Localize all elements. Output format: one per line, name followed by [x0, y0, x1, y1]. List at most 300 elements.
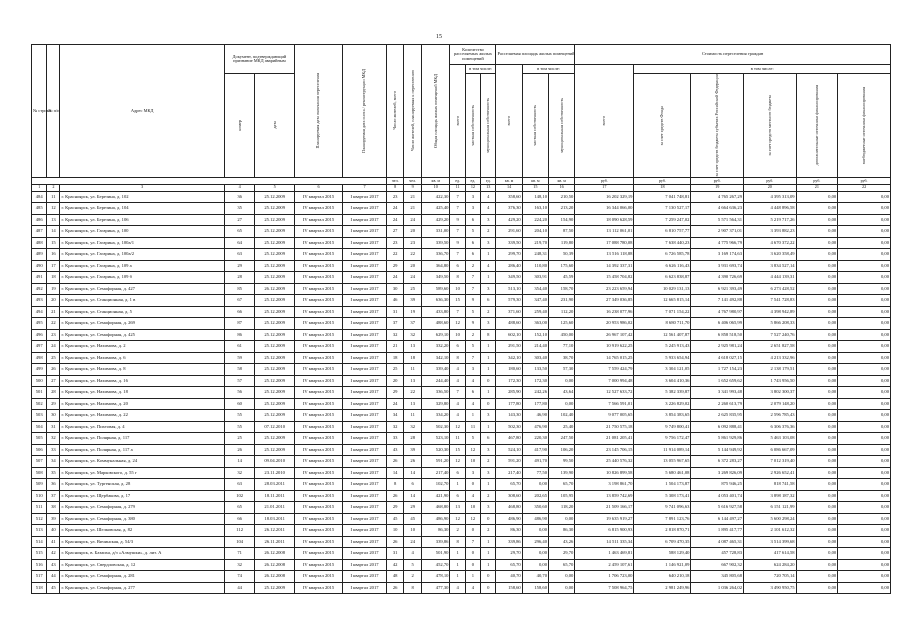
table-cell: 27 [386, 226, 404, 238]
table-cell: 24 [47, 341, 60, 353]
table-cell: 25.12.2009 [255, 375, 294, 387]
table-cell: 34 [47, 456, 60, 468]
table-cell: 0,00 [838, 375, 891, 387]
table-cell: I квартал 2017 [343, 214, 387, 226]
table-cell: 8 680 711,70 [634, 318, 691, 330]
table-row [32, 513, 891, 525]
table-cell: 35 [224, 203, 255, 215]
table-cell: 4 [450, 410, 465, 422]
table-cell: 45 [404, 513, 422, 525]
table-cell: 25.12.2009 [255, 410, 294, 422]
table-cell: 13 [47, 214, 60, 226]
table-cell: IV квартал 2015 [294, 513, 342, 525]
table-cell: 3 [465, 203, 480, 215]
table-cell: 23 145 706,15 [575, 444, 634, 456]
table-cell: 25.12.2009 [255, 582, 294, 594]
table-cell: 5 308 173,41 [634, 490, 691, 502]
table-cell: 2 459 107,61 [575, 559, 634, 571]
table-cell: 12 561 407,87 [634, 329, 691, 341]
table-cell: 48 [386, 571, 404, 583]
table-cell: 3 226 829,02 [634, 398, 691, 410]
table-cell: 0,00 [838, 364, 891, 376]
table-row [32, 364, 891, 376]
table-cell: 13 516 118,88 [575, 249, 634, 261]
table-cell: 5 [465, 341, 480, 353]
table-cell: 8 [450, 536, 465, 548]
column-number-cell: 19 [691, 184, 744, 191]
table-cell: IV квартал 2015 [294, 398, 342, 410]
table-cell: 493 [32, 295, 47, 307]
table-cell: 64 [224, 237, 255, 249]
table-row [32, 456, 891, 468]
table-cell: 0,00 [838, 283, 891, 295]
table-cell: 308,60 [496, 490, 522, 502]
table-cell: 21.01.2011 [255, 502, 294, 514]
table-cell: 65 [224, 502, 255, 514]
table-cell: 23.11.2010 [255, 467, 294, 479]
table-cell: 492 [32, 283, 47, 295]
table-cell: 13 112 061,01 [575, 226, 634, 238]
table-cell: 0,00 [838, 329, 891, 341]
table-cell: 507 [32, 456, 47, 468]
table-cell: 24 [386, 398, 404, 410]
table-cell: 74 [224, 571, 255, 583]
table-cell: 31 [386, 548, 404, 560]
table-cell: 332,20 [421, 341, 449, 353]
table-cell: I квартал 2017 [343, 398, 387, 410]
header-cost-fund: за счет средств Фонда [634, 74, 691, 178]
table-cell: 07.12.2010 [255, 421, 294, 433]
table-cell: 7 541 728,83 [744, 295, 797, 307]
table-cell: 4 670 372,22 [744, 237, 797, 249]
table-row [32, 306, 891, 318]
table-cell: 0,00 [796, 502, 838, 514]
column-number-cell: 5 [255, 184, 294, 191]
column-number-cell: 14 [496, 184, 522, 191]
table-cell: 1 652 659,62 [691, 375, 744, 387]
table-cell: 10 [386, 525, 404, 537]
table-cell: 291,60 [496, 226, 522, 238]
table-body [32, 191, 891, 594]
table-cell: 0,00 [838, 387, 891, 399]
table-cell: 0,00 [838, 237, 891, 249]
table-cell: 452,70 [421, 559, 449, 571]
table-cell: 1 [481, 387, 496, 399]
table-row [32, 433, 891, 445]
table-row [32, 214, 891, 226]
table-cell: 0,00 [838, 214, 891, 226]
address-cell: г. Красноярск, ул. Нахимова, д. 20 [60, 398, 224, 410]
table-cell: 46,90 [522, 410, 548, 422]
unit-cell: руб. [838, 177, 891, 184]
table-cell: 6 921 393,49 [691, 283, 744, 295]
table-cell: 0,00 [838, 341, 891, 353]
table-cell: 14 392 337,31 [575, 260, 634, 272]
table-cell: 8 [404, 582, 422, 594]
table-cell: 2 260 613,79 [691, 398, 744, 410]
table-cell: 4 [465, 398, 480, 410]
table-cell: 152,10 [522, 329, 548, 341]
table-cell: 486,90 [421, 513, 449, 525]
table-cell: 2 596 785,43 [744, 410, 797, 422]
table-cell: 0,00 [838, 421, 891, 433]
table-cell: 87 [224, 318, 255, 330]
table-cell: 0,00 [796, 490, 838, 502]
table-cell: 71 [224, 548, 255, 560]
address-cell: г. Красноярск, в. Базаиха, д/з «Алмушки», д. лит. А [60, 548, 224, 560]
table-cell: 0,00 [796, 375, 838, 387]
table-cell: 589,60 [421, 283, 449, 295]
table-cell: 511 [32, 502, 47, 514]
column-numbers-row [32, 184, 891, 191]
table-cell: 2 925 981,24 [691, 341, 744, 353]
table-row [32, 410, 891, 422]
table-cell: 4 444 139,31 [744, 272, 797, 284]
table-cell: 591,20 [496, 456, 522, 468]
table-cell: 0 [481, 375, 496, 387]
table-cell: 133,50 [522, 364, 548, 376]
header-cost-extra: внебюджетные источники финансирования [838, 74, 891, 178]
unit-cell: ед. [450, 177, 465, 184]
unit-cell: чел. [404, 177, 422, 184]
table-cell: IV квартал 2015 [294, 329, 342, 341]
table-cell: 1 [450, 571, 465, 583]
table-cell: 0,00 [522, 548, 548, 560]
table-cell: 1 [481, 249, 496, 261]
table-cell: 112 [224, 525, 255, 537]
header-cost-total: всего [575, 65, 634, 178]
table-cell: 19 635 919,27 [575, 513, 634, 525]
table-cell: 217,40 [496, 467, 522, 479]
table-cell: 36 [47, 479, 60, 491]
table-cell: 204,10 [522, 226, 548, 238]
table-cell: 3 393 882,23 [744, 226, 797, 238]
table-cell: 29,70 [549, 548, 575, 560]
table-cell: 7 [450, 203, 465, 215]
table-cell: 26 [47, 364, 60, 376]
table-cell: IV квартал 2015 [294, 582, 342, 594]
table-cell: 10 [404, 525, 422, 537]
table-cell: 3 931 693,74 [691, 260, 744, 272]
address-cell: г. Красноярск, ул. Березина, д. 102 [60, 191, 224, 203]
table-cell: IV квартал 2015 [294, 306, 342, 318]
table-cell: 5 463 103,08 [744, 433, 797, 445]
table-cell: 57,30 [549, 364, 575, 376]
table-row [32, 444, 891, 456]
table-cell: 7 259 247,02 [634, 214, 691, 226]
table-cell: 0 [465, 525, 480, 537]
unit-cell: ед. [481, 177, 496, 184]
table-cell: IV квартал 2015 [294, 295, 342, 307]
table-cell: 1 [450, 548, 465, 560]
address-cell: г. Красноярск, ул. Нахимова, д. 18 [60, 387, 224, 399]
address-cell: г. Красноярск, ул. Семафорная, д. 425 [60, 329, 224, 341]
table-cell: 5 382 339,87 [634, 387, 691, 399]
table-cell: 364,80 [421, 260, 449, 272]
unit-cell: кв. м [421, 177, 449, 184]
table-cell: 0,00 [796, 203, 838, 215]
table-cell: 371,60 [496, 306, 522, 318]
table-cell: 4 [465, 490, 480, 502]
table-cell: 0,00 [796, 249, 838, 261]
table-cell: 7 [450, 306, 465, 318]
table-cell: 22 [47, 318, 60, 330]
table-cell: 13 [404, 375, 422, 387]
header-count-municipal: муниципальная собственность [481, 74, 496, 178]
table-cell: 25.12.2009 [255, 352, 294, 364]
table-cell: 15 [450, 444, 465, 456]
column-number-cell: 6 [294, 184, 342, 191]
table-cell: 21 750 575,18 [575, 421, 634, 433]
table-cell: 513 [32, 525, 47, 537]
table-cell: 495 [32, 318, 47, 330]
table-cell: IV квартал 2015 [294, 444, 342, 456]
address-cell: г. Красноярск, ул. Станционная, д. 1 в [60, 295, 224, 307]
table-cell: 500 [32, 375, 47, 387]
table-cell: 15 [47, 237, 60, 249]
table-cell: 3 [465, 191, 480, 203]
table-cell: 1 [450, 479, 465, 491]
table-cell: 515 [32, 548, 47, 560]
table-cell: 26.12.2011 [255, 525, 294, 537]
column-number-cell: 11 [450, 184, 465, 191]
table-cell: 7 012 319,40 [744, 456, 797, 468]
table-cell: 217,40 [421, 467, 449, 479]
table-cell: IV квартал 2015 [294, 272, 342, 284]
table-cell: 7 [465, 352, 480, 364]
table-cell: 0,00 [796, 410, 838, 422]
table-cell: 38 [47, 502, 60, 514]
table-cell: 345 805,68 [691, 571, 744, 583]
table-cell: 6 810 757,77 [634, 226, 691, 238]
table-cell: 20 [404, 226, 422, 238]
table-cell: 4 [450, 364, 465, 376]
table-cell: 4 [465, 375, 480, 387]
table-cell: 0,00 [838, 226, 891, 238]
table-cell: 2 [481, 226, 496, 238]
table-cell: 6 726 585,78 [634, 249, 691, 261]
table-cell: 349,50 [496, 272, 522, 284]
table-cell: 26.11.2011 [255, 536, 294, 548]
table-cell: 3 [465, 467, 480, 479]
table-cell: 2 [465, 260, 480, 272]
table-cell: I квартал 2017 [343, 467, 387, 479]
table-cell: I квартал 2017 [343, 306, 387, 318]
table-cell: I квартал 2017 [343, 375, 387, 387]
table-cell: 28 [404, 433, 422, 445]
table-cell: 15 [450, 295, 465, 307]
table-cell: 28.03.2011 [255, 479, 294, 491]
table-cell: 224,20 [522, 214, 548, 226]
table-cell: 177,80 [496, 398, 522, 410]
table-cell: I квартал 2017 [343, 352, 387, 364]
address-cell: г. Красноярск, ул. Нахимова, д. 2 [60, 341, 224, 353]
table-cell: IV квартал 2015 [294, 318, 342, 330]
address-cell: г. Красноярск, ул. Нахимова, д. 16 [60, 375, 224, 387]
table-cell: 3 [481, 502, 496, 514]
table-cell: 6 086 667,09 [744, 444, 797, 456]
table-cell: 512 [32, 513, 47, 525]
table-cell: 0,00 [796, 306, 838, 318]
table-cell: 0,00 [796, 329, 838, 341]
table-cell: 25.12.2009 [255, 306, 294, 318]
table-cell: 4 [450, 582, 465, 594]
table-cell: 57 [224, 375, 255, 387]
table-cell: 499 [32, 364, 47, 376]
table-cell: 3 269 826,09 [691, 467, 744, 479]
table-cell: 3 [481, 318, 496, 330]
table-cell: 0,00 [796, 421, 838, 433]
table-cell: 214,40 [522, 341, 548, 353]
table-cell: 8 [450, 272, 465, 284]
table-cell: 77,10 [549, 341, 575, 353]
table-cell: 2 [465, 329, 480, 341]
table-cell: 12 [450, 456, 465, 468]
table-cell: 29 [386, 387, 404, 399]
table-cell: 2 [481, 490, 496, 502]
table-cell: 6 306 376,36 [744, 421, 797, 433]
table-cell: 29,70 [496, 548, 522, 560]
table-row [32, 203, 891, 215]
table-cell: 38,70 [549, 352, 575, 364]
table-cell: 22 [404, 387, 422, 399]
table-cell: I квартал 2017 [343, 513, 387, 525]
table-cell: 488,60 [496, 318, 522, 330]
table-row [32, 249, 891, 261]
table-cell: IV квартал 2015 [294, 249, 342, 261]
table-cell: 7 000 994,48 [575, 375, 634, 387]
table-cell: 1 146 921,09 [634, 559, 691, 571]
table-cell: 4 390 726,69 [691, 272, 744, 284]
table-cell: 421,90 [421, 490, 449, 502]
table-cell: I квартал 2017 [343, 525, 387, 537]
table-cell: 21 [386, 341, 404, 353]
table-cell: 25.12.2009 [255, 214, 294, 226]
table-cell: 8 [450, 352, 465, 364]
table-cell: 491,70 [522, 456, 548, 468]
table-cell: 35 [47, 467, 60, 479]
table-cell: IV квартал 2015 [294, 456, 342, 468]
table-cell: 77,50 [522, 467, 548, 479]
table-cell: I квартал 2017 [343, 444, 387, 456]
table-cell: 9 077 005,65 [575, 410, 634, 422]
table-cell: 65,70 [496, 479, 522, 491]
table-cell: 55 [224, 421, 255, 433]
table-cell: 1 [481, 548, 496, 560]
table-cell: 33 [386, 433, 404, 445]
table-cell: 0 [481, 513, 496, 525]
table-cell: 2 907 371,01 [691, 226, 744, 238]
table-cell: 0,00 [838, 467, 891, 479]
column-number-cell: 17 [575, 184, 634, 191]
column-number-cell: 22 [838, 184, 891, 191]
table-row [32, 548, 891, 560]
table-cell: 175,60 [549, 260, 575, 272]
table-cell: 20 953 986,02 [575, 318, 634, 330]
table-cell: 10 [450, 329, 465, 341]
table-cell: 5 [404, 559, 422, 571]
table-cell: 9 [465, 318, 480, 330]
table-cell: 347,40 [522, 295, 548, 307]
table-cell: I квартал 2017 [343, 226, 387, 238]
table-cell: 6 144 497,27 [691, 513, 744, 525]
table-cell: 10 919 622,25 [575, 341, 634, 353]
table-cell: 2 138 179,51 [744, 364, 797, 376]
table-cell: 12 527 633,72 [575, 387, 634, 399]
table-cell: 505 [32, 433, 47, 445]
column-number-cell: 13 [481, 184, 496, 191]
table-cell: 158,60 [522, 582, 548, 594]
table-cell: 0,00 [838, 444, 891, 456]
table-cell: 0 [465, 548, 480, 560]
table-cell: 25.12.2009 [255, 444, 294, 456]
table-cell: 7 [450, 387, 465, 399]
table-cell: 1 [481, 364, 496, 376]
table-cell: 3 341 993,48 [691, 387, 744, 399]
table-cell: 86,30 [549, 525, 575, 537]
table-cell: 21 [404, 191, 422, 203]
table-cell: IV квартал 2015 [294, 260, 342, 272]
table-cell: 29 [224, 260, 255, 272]
table-cell: IV квартал 2015 [294, 559, 342, 571]
table-cell: 1 [481, 272, 496, 284]
table-cell: 143,30 [496, 410, 522, 422]
table-cell: 31 [386, 306, 404, 318]
table-cell: 2 [450, 525, 465, 537]
table-cell: 0,00 [838, 410, 891, 422]
table-row [32, 260, 891, 272]
table-cell: 26.12.2008 [255, 559, 294, 571]
table-cell: 6 [481, 295, 496, 307]
table-cell: 3 802 300,37 [744, 387, 797, 399]
table-cell: 339,50 [496, 237, 522, 249]
table-cell: 494 [32, 306, 47, 318]
table-cell: 5 680 461,08 [634, 467, 691, 479]
table-cell: 303,40 [522, 352, 548, 364]
table-cell: 32 [386, 421, 404, 433]
table-cell: I квартал 2017 [343, 237, 387, 249]
table-cell: 12 [465, 444, 480, 456]
table-cell: 2 651 827,58 [744, 341, 797, 353]
table-cell: IV квартал 2015 [294, 387, 342, 399]
table-cell: 25.12.2009 [255, 237, 294, 249]
table-cell: 10 [465, 502, 480, 514]
table-cell: 0,00 [796, 525, 838, 537]
table-cell: 4 [450, 398, 465, 410]
table-row [32, 329, 891, 341]
table-cell: 875 946,25 [691, 479, 744, 491]
header-residents-planned: Число жителей, планируемых к переселению [404, 45, 422, 178]
table-cell: 0,00 [549, 398, 575, 410]
table-cell: 2 981 249,96 [634, 582, 691, 594]
table-cell: 4 775 966,79 [691, 237, 744, 249]
table-cell: 497 [32, 341, 47, 353]
table-cell: 339,50 [421, 237, 449, 249]
table-cell: IV квартал 2015 [294, 421, 342, 433]
table-cell: 25.12.2009 [255, 191, 294, 203]
table-cell: 14 511 335,34 [575, 536, 634, 548]
table-cell: 425,40 [421, 203, 449, 215]
table-cell: IV квартал 2015 [294, 467, 342, 479]
table-cell: 4 [481, 191, 496, 203]
header-count-private: частная собственность [465, 74, 480, 178]
table-cell: 33 [47, 444, 60, 456]
table-cell: 3 304 121,05 [634, 364, 691, 376]
table-cell: 591,20 [421, 456, 449, 468]
table-cell: 457 728,83 [691, 548, 744, 560]
table-cell: 23 [386, 237, 404, 249]
table-cell: 244,40 [421, 375, 449, 387]
